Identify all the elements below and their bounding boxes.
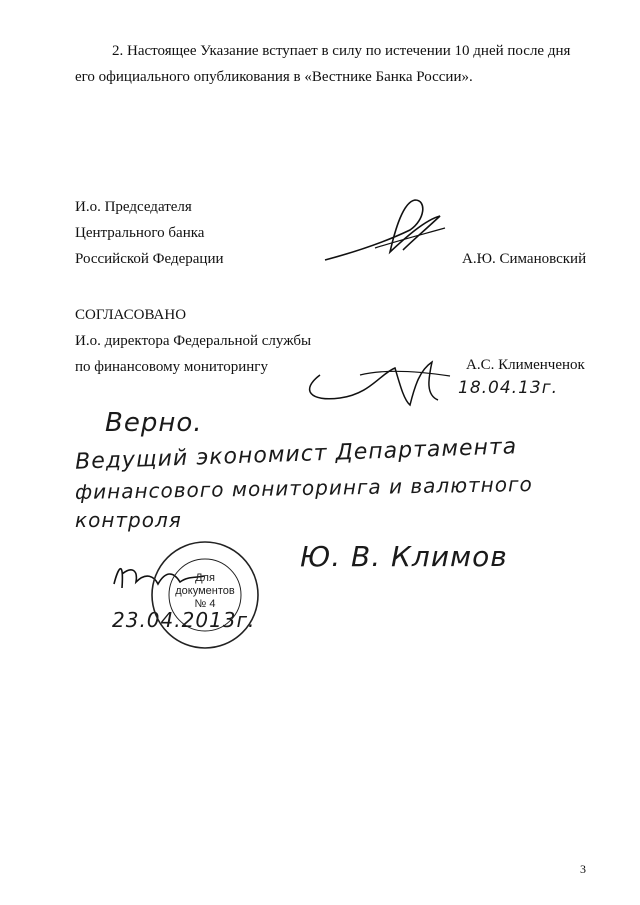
page-number: 3: [580, 862, 586, 876]
cert-date: 23.04.2013г.: [112, 608, 256, 632]
paragraph-line-2: его официального опубликования в «Вестнике Банка России».: [75, 69, 473, 85]
signatory-name: А.Ю. Симановский: [462, 251, 587, 267]
stamp-line-1: Для: [195, 572, 215, 584]
agreed-title-1: И.о. директора Федеральной службы: [75, 333, 312, 349]
stamp-line-2: документов: [175, 585, 235, 597]
agreed-heading: СОГЛАСОВАНО: [75, 307, 187, 323]
cert-line-3: финансового мониторинга и валютного: [74, 472, 533, 504]
signature-simanovsky: [315, 190, 455, 270]
cert-line-4: контроля: [75, 508, 182, 532]
cert-line-1: Верно.: [105, 408, 203, 438]
official-stamp: [150, 540, 260, 650]
agreed-name: А.С. Клименченок: [466, 357, 585, 373]
cert-name: Ю. В. Климов: [300, 540, 508, 573]
agreed-title-2: по финансовому мониторингу: [75, 359, 268, 375]
paragraph-line-1: 2. Настоящее Указание вступает в силу по истечении 10 дней после дня: [112, 43, 571, 59]
agreed-date: 18.04.13г.: [458, 378, 559, 398]
signature-klimenchenok: [300, 340, 460, 420]
stamp-line-3: № 4: [194, 598, 216, 610]
signatory-title-1: И.о. Председателя: [75, 199, 192, 215]
signatory-title-2: Центрального банка: [75, 225, 205, 241]
cert-line-2: Ведущий экономист Департамента: [74, 434, 518, 475]
signatory-title-3: Российской Федерации: [75, 251, 224, 267]
